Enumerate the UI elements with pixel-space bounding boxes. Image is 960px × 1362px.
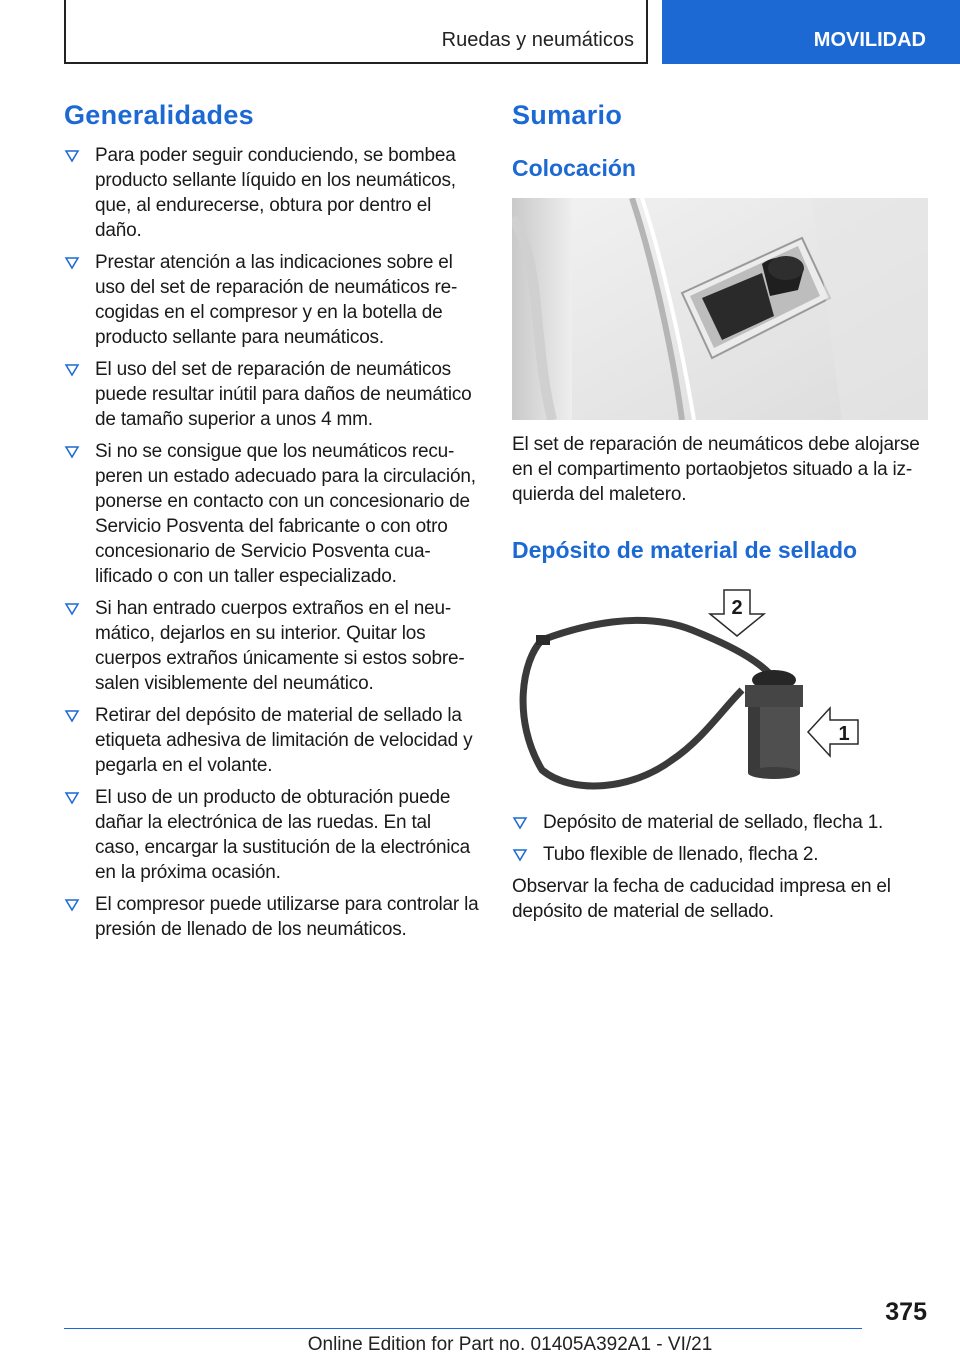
triangle-bullet-icon <box>64 439 80 464</box>
edition-footer: Online Edition for Part no. 01405A392A1 - VI/21 <box>307 1334 713 1355</box>
arrow-1-icon <box>808 708 858 756</box>
list-item: Para poder seguir conduciendo, se bombea producto sellante líquido en los neumáticos, que, al endurecerse, obtura por dentro el daño. <box>64 143 480 243</box>
list-item: El compresor puede utilizarse para controlar la presión de llenado de los neumáticos. <box>64 892 480 942</box>
subheading-colocacion: Colocación <box>512 155 636 181</box>
list-item: Si no se consigue que los neumáticos recuperen un estado adecuado para la circulación, ponerse en contacto con un concesionario de Servicio Posventa del fabricante o con otro concesionario de Servicio Posventa cualificado o con un taller especializado. <box>64 439 480 589</box>
subheading-deposito: Depósito de material de sellado <box>512 537 858 563</box>
expiry-note: Observar la fecha de caducidad impresa en el depósito de material de sellado. <box>512 876 891 922</box>
sealant-container-drawing <box>512 580 928 798</box>
list-item: El uso del set de reparación de neumáticos puede resultar inútil para daños de neumático de tamaño superior a unos 4 mm. <box>64 357 480 432</box>
sealant-container-illustration <box>512 580 928 798</box>
list-item: El uso de un producto de obturación puede dañar la electrónica de las ruedas. En tal caso, encargar la sustitución de la electrónica en la próxima ocasión. <box>64 785 480 885</box>
list-item: Prestar atención a las indicaciones sobre el uso del set de reparación de neumáticos recogidas en el compresor y en la botella de producto sellante para neumáticos. <box>64 250 480 350</box>
list-item: Tubo flexible de llenado, flecha 2. <box>512 842 928 867</box>
left-column <box>64 100 480 949</box>
location-description: El set de reparación de neumáticos debe alojarse en el compartimento portaobjetos situado a la izquierda del maletero. <box>512 434 920 505</box>
triangle-bullet-icon <box>64 785 80 810</box>
triangle-bullet-icon <box>64 250 80 275</box>
hose-nozzle-icon <box>536 635 550 645</box>
trunk-compartment-image <box>512 198 928 420</box>
page-number: 375 <box>885 1298 927 1326</box>
list-item: Retirar del depósito de material de sellado la etiqueta adhesiva de limitación de velocidad y pegarla en el volante. <box>64 703 480 778</box>
heading-sumario: Sumario <box>512 100 623 130</box>
triangle-bullet-icon <box>64 596 80 621</box>
list-item: Si han entrado cuerpos extraños en el neumático, dejarlos en su interior. Quitar los cuerpos extraños únicamente si estos sobresalen visiblemente del neumático. <box>64 596 480 696</box>
arrow-label-2: 2 <box>731 597 743 619</box>
heading-generalidades: Generalidades <box>64 100 254 130</box>
sealant-bullet-list <box>512 810 928 867</box>
triangle-bullet-icon <box>64 892 80 917</box>
chapter-tab: MOVILIDAD <box>662 0 960 64</box>
right-column <box>512 100 928 924</box>
trunk-compartment-photo <box>512 198 928 420</box>
general-bullet-list <box>64 143 480 942</box>
triangle-bullet-icon <box>64 143 80 168</box>
triangle-bullet-icon <box>512 810 528 835</box>
arrow-label-1: 1 <box>838 723 850 745</box>
triangle-bullet-icon <box>64 703 80 728</box>
running-header <box>64 0 648 64</box>
arrow-2-icon <box>710 590 764 636</box>
section-title: Ruedas y neumáticos <box>441 29 634 51</box>
triangle-bullet-icon <box>512 842 528 867</box>
list-item: Depósito de material de sellado, flecha 1. <box>512 810 928 835</box>
footer-divider <box>64 1328 862 1329</box>
triangle-bullet-icon <box>64 357 80 382</box>
